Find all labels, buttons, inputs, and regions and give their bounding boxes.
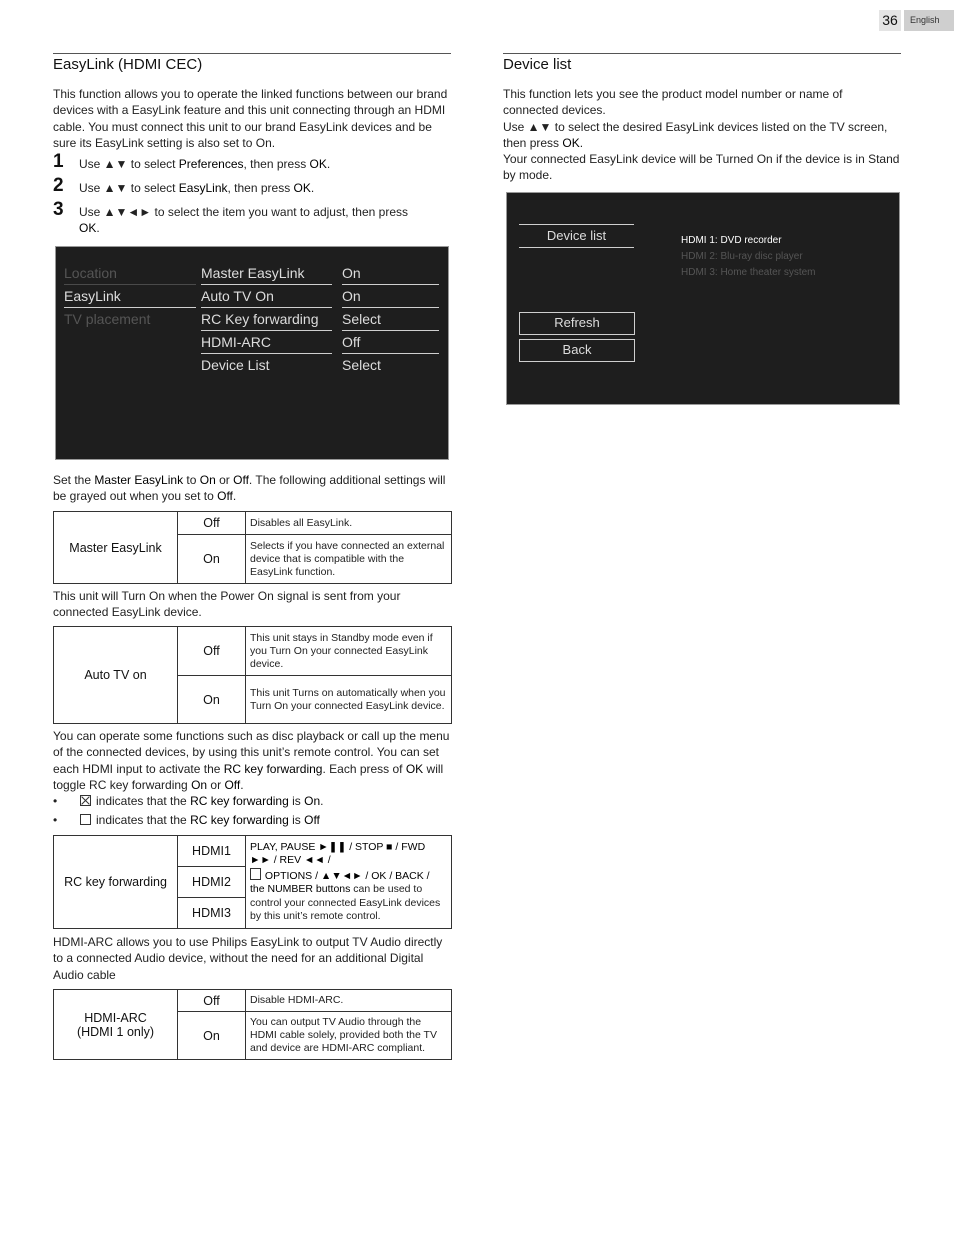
menu-column-values xyxy=(342,263,439,376)
table-option: On xyxy=(178,535,246,584)
menu-item-hdmi-arc[interactable]: HDMI-ARC xyxy=(201,332,332,354)
text-part: will toggle RC key forwarding xyxy=(53,761,444,792)
table-option: Off xyxy=(178,512,246,535)
step-number: 2 xyxy=(53,175,64,196)
device-list-para xyxy=(503,86,901,184)
legend-item-off xyxy=(53,811,451,830)
table-option: On xyxy=(178,676,246,724)
options-icon xyxy=(250,868,261,880)
menu-value[interactable]: On xyxy=(342,263,439,285)
menu-item-location[interactable]: Location xyxy=(64,263,196,285)
table-option: HDMI3 xyxy=(178,898,246,929)
step-text-part: Use ▲▼ to select xyxy=(79,157,179,171)
text-part: or xyxy=(207,777,225,792)
step-text xyxy=(79,180,314,196)
menu-item-master-easylink[interactable]: Master EasyLink xyxy=(201,263,332,285)
rc-key-para xyxy=(53,728,451,793)
step-text-part: , then press xyxy=(227,181,294,195)
section-rule-left xyxy=(53,53,451,54)
text-part: . xyxy=(240,777,244,792)
term: Off xyxy=(304,813,320,827)
step-number: 3 xyxy=(53,199,64,220)
table-label-line: (HDMI 1 only) xyxy=(76,1024,155,1039)
text-part: . The following additional settings will be grayed out when you set to xyxy=(53,473,446,504)
para-line: Your connected EasyLink device will be Turned On if the device is in Stand by mode. xyxy=(503,152,900,183)
menu-value[interactable]: Select xyxy=(342,309,439,331)
step-text xyxy=(79,156,330,172)
checked-box-icon xyxy=(80,795,91,806)
menu-value[interactable]: Select xyxy=(342,357,381,373)
hdmi-arc-table xyxy=(53,989,452,1060)
back-button[interactable]: Back xyxy=(519,339,635,362)
table-description: This unit Turns on automatically when you Turn On your connected EasyLink device. xyxy=(246,676,452,724)
term: On xyxy=(199,473,216,487)
section-title-easylink: EasyLink (HDMI CEC) xyxy=(53,56,203,73)
checkbox-legend xyxy=(53,792,451,830)
legend-item-on xyxy=(53,792,451,811)
term: Off xyxy=(233,473,249,487)
page-number: 36 xyxy=(879,10,901,31)
device-entry-hdmi2[interactable]: HDMI 2: Blu-ray disc player xyxy=(681,251,803,262)
text-part: indicates that the xyxy=(96,813,191,827)
device-entry-hdmi3[interactable]: HDMI 3: Home theater system xyxy=(681,267,816,278)
term: RC key forwarding xyxy=(190,794,289,808)
rc-key-table xyxy=(53,835,452,929)
menu-item-auto-tv-on[interactable]: Auto TV On xyxy=(201,286,332,308)
table-label-line: HDMI-ARC xyxy=(84,1010,147,1025)
menu-value[interactable]: On xyxy=(342,286,439,308)
term: On xyxy=(191,777,208,792)
table-label xyxy=(54,990,178,1060)
step-list xyxy=(53,151,448,236)
text-part: Set the xyxy=(53,473,95,487)
term: OK xyxy=(562,135,580,150)
device-list-header[interactable]: Device list xyxy=(519,224,634,248)
master-easylink-para xyxy=(53,472,451,505)
table-label: Master EasyLink xyxy=(54,512,178,584)
term: RC key forwarding xyxy=(190,813,289,827)
text-part: . xyxy=(320,794,324,808)
table-description: Disables all EasyLink. xyxy=(246,512,452,535)
table-description: This unit stays in Standby mode even if you Turn On your connected EasyLink device. xyxy=(246,627,452,676)
menu-column-categories xyxy=(64,263,196,330)
table-description: You can output TV Audio through the HDMI cable solely, provided both the TV and device are HDMI-ARC compliant. xyxy=(246,1012,452,1060)
auto-tv-table xyxy=(53,626,452,724)
para-line: This function lets you see the product model number or name of connected devices. xyxy=(503,87,843,118)
text-part: . Each press of xyxy=(322,761,406,776)
table-row xyxy=(54,627,452,676)
easylink-intro: This function allows you to operate the linked functions between our brand devices with a EasyLink feature and this unit connecting through an HDMI cable. You must connect this unit to our brand EasyLink devices and be sure its EasyLink setting is also set to On. xyxy=(53,87,448,150)
table-option: On xyxy=(178,1012,246,1060)
text-part: Use ▲▼ to select the desired EasyLink devices listed on the TV screen, then press xyxy=(503,119,888,150)
device-list-screen xyxy=(506,192,900,405)
table-row xyxy=(54,512,452,535)
table-option: HDMI1 xyxy=(178,836,246,867)
table-label: Auto TV on xyxy=(54,627,178,724)
menu-column-settings xyxy=(201,263,332,376)
description-text: can be used to control your connected EasyLink devices by this unit’s remote control. xyxy=(250,883,441,922)
key-term: OK xyxy=(309,157,327,171)
menu-term: Preferences xyxy=(178,157,244,171)
bullet: • xyxy=(53,813,58,827)
section-title-device-list: Device list xyxy=(503,56,572,73)
key-term: OK xyxy=(79,221,97,235)
refresh-button[interactable]: Refresh xyxy=(519,312,635,335)
table-row xyxy=(54,990,452,1012)
step-3 xyxy=(53,199,448,236)
table-description: Disable HDMI-ARC. xyxy=(246,990,452,1012)
table-label: RC key forwarding xyxy=(54,836,178,929)
step-text-part: Use ▲▼◄► to select the item you want to adjust, then press xyxy=(79,205,408,219)
table-option: HDMI2 xyxy=(178,867,246,898)
table-row xyxy=(54,836,452,867)
table-description: Selects if you have connected an external device that is compatible with the EasyLink function. xyxy=(246,535,452,584)
table-option: Off xyxy=(178,627,246,676)
term: RC key forwarding xyxy=(223,761,323,776)
menu-item-tv-placement[interactable]: TV placement xyxy=(64,311,151,327)
step-2 xyxy=(53,175,448,199)
table-option: Off xyxy=(178,990,246,1012)
text-part: is xyxy=(288,794,305,808)
menu-value[interactable]: Off xyxy=(342,332,439,354)
device-entries xyxy=(681,233,891,281)
step-1 xyxy=(53,151,448,175)
bullet: • xyxy=(53,794,58,808)
key-term: OK xyxy=(293,181,311,195)
easylink-menu-screen xyxy=(55,246,449,460)
menu-item-rc-key-forwarding[interactable]: RC Key forwarding xyxy=(201,309,332,331)
unchecked-box-icon xyxy=(80,814,91,825)
hdmi-arc-para: HDMI-ARC allows you to use Philips EasyLink to output TV Audio directly to a connected Audio device, without the need for an additional Digital Audio cable xyxy=(53,935,443,982)
menu-item-device-list[interactable]: Device List xyxy=(201,357,270,373)
text-part: . xyxy=(579,135,584,150)
text-part: or xyxy=(215,473,234,487)
term: Off xyxy=(224,777,241,792)
step-number: 1 xyxy=(53,151,64,172)
term: On xyxy=(304,794,321,808)
step-text-part: Use ▲▼ to select xyxy=(79,181,179,195)
text-part: is xyxy=(288,813,305,827)
text-part: to xyxy=(183,473,200,487)
term: Master EasyLink xyxy=(94,473,184,487)
key-list: PLAY, PAUSE ►❚❚ / STOP ■ / FWD ►► / REV ◄◄ / xyxy=(250,840,426,866)
step-text-part: . xyxy=(310,181,315,195)
language-tab: English xyxy=(904,10,954,31)
step-text xyxy=(79,204,439,236)
menu-term: EasyLink xyxy=(178,181,228,195)
device-entry-hdmi1[interactable]: HDMI 1: DVD recorder xyxy=(681,235,782,246)
key-list: OPTIONS / ▲▼◄► / OK / BACK / the NUMBER buttons xyxy=(250,869,430,895)
step-text-part: , then press xyxy=(243,157,310,171)
term: OK xyxy=(405,761,424,776)
table-description xyxy=(246,836,452,929)
section-rule-right xyxy=(503,53,901,54)
text-part: You can operate some functions such as disc playback or call up the menu of the connected devices, by using this unit’s remote control. You can set each HDMI input to activate the xyxy=(53,729,450,776)
master-easylink-table xyxy=(53,511,452,584)
menu-item-easylink[interactable]: EasyLink xyxy=(64,286,196,308)
step-text-part: . xyxy=(96,221,100,235)
step-text-part: . xyxy=(326,157,331,171)
para-line xyxy=(503,119,901,152)
auto-tv-para: This unit will Turn On when the Power On signal is sent from your connected EasyLink device. xyxy=(53,589,401,620)
term: Off xyxy=(217,489,233,504)
text-part: indicates that the xyxy=(96,794,191,808)
text-part: . xyxy=(232,489,237,504)
